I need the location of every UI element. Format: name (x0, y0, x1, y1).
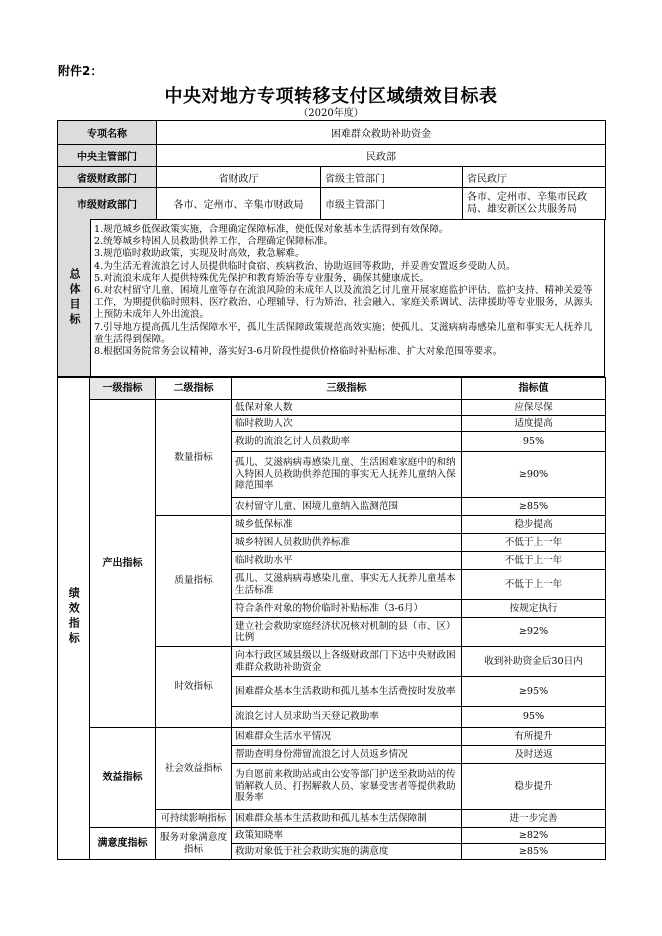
indicator-value: 不低于上一年 (462, 570, 606, 600)
col-level2: 二级指标 (156, 378, 232, 400)
social-benefit-label: 社会效益指标 (156, 728, 232, 810)
table-row: 救助的流浪乞讨人员救助率 (232, 432, 462, 452)
table-row: 困难群众基本生活救助和孤儿基本生活费按时发放率 (232, 677, 462, 707)
indicator-value: 进一步完善 (462, 810, 606, 828)
indicator-value: 应保尽保 (462, 400, 606, 416)
prov-finance-value: 省财政厅 (157, 167, 321, 188)
table-row: 为自愿前来救助站或由公安等部门护送至救助站的传销解救人员、打拐解救人员、家暴受害者等提供救助服务率 (232, 764, 462, 810)
service-satisfaction-label: 服务对象满意度指标 (156, 828, 232, 860)
indicator-value: 稳步提升 (462, 764, 606, 810)
city-dept-value: 各市、定州市、辛集市民政局、雄安新区公共服务局 (463, 188, 606, 220)
prov-dept-label: 省级主管部门 (321, 167, 463, 188)
table-row: 向本行政区域县级以上各级财政部门下达中央财政困难群众救助补助资金 (232, 647, 462, 677)
indicator-value: ≥85% (462, 844, 606, 860)
table-row: 城乡特困人员救助供养标准 (232, 534, 462, 552)
goals-label: 总体目标 (68, 267, 81, 328)
indicator-value: ≥85% (462, 498, 606, 516)
table-row: 帮助查明身份滞留流浪乞讨人员返乡情况 (232, 746, 462, 764)
indicator-value: 有所提升 (462, 728, 606, 746)
table-row: 临时救助人次 (232, 416, 462, 432)
performance-label-cell (58, 378, 90, 860)
table-row: 临时救助水平 (232, 552, 462, 570)
quantity-label: 数量指标 (156, 400, 232, 516)
goal-item: 4.为生活无着流浪乞讨人员提供临时食宿、疾病救治、协助返回等救助，并妥善安置返乡受助人员。 (94, 260, 516, 272)
prov-dept-value: 省民政厅 (463, 167, 606, 188)
indicator-value: ≥95% (462, 677, 606, 707)
city-finance-value: 各市、定州市、辛集市财政局 (157, 188, 321, 220)
indicator-value: ≥92% (462, 618, 606, 647)
city-finance-label: 市级财政部门 (58, 188, 157, 220)
indicator-value: 95% (462, 432, 606, 452)
indicator-value: 按规定执行 (462, 600, 606, 618)
goal-item: 5.对流浪未成年人提供特殊优先保护和教育矫治等专业服务，确保其健康成长。 (94, 272, 430, 284)
table-row: 符合条件对象的物价临时补贴标准（3-6月） (232, 600, 462, 618)
table-row: 孤儿、艾滋病病毒感染儿童、事实无人抚养儿童基本生活标准 (232, 570, 462, 600)
central-dept-value: 民政部 (157, 145, 606, 167)
table-row: 农村留守儿童、困境儿童纳入监测范围 (232, 498, 462, 516)
indicator-value: 95% (462, 707, 606, 728)
indicator-table (57, 377, 606, 860)
indicator-value: ≥82% (462, 828, 606, 844)
overall-goals (57, 219, 605, 377)
page-title: 中央对地方专项转移支付区域绩效目标表 (164, 86, 498, 107)
col-level1: 一级指标 (90, 378, 156, 400)
indicator-value: 不低于上一年 (462, 534, 606, 552)
benefit-label: 效益指标 (90, 728, 156, 828)
sustain-label: 可持续影响指标 (156, 810, 232, 828)
goals-list (94, 224, 600, 358)
table-row: 低保对象人数 (232, 400, 462, 416)
output-label: 产出指标 (90, 400, 156, 728)
city-dept-label: 市级主管部门 (321, 188, 463, 220)
goal-item: 7.引导地方提高孤儿生活保障水平，孤儿生活保障政策规范高效实施；使孤儿、艾滋病病毒感染儿童和事实无人抚养儿童生活得到保障。 (94, 321, 593, 345)
table-row: 城乡低保标准 (232, 516, 462, 534)
quality-label: 质量指标 (156, 516, 232, 647)
col-value: 指标值 (462, 378, 606, 400)
goal-item: 2.统筹城乡特困人员救助供养工作，合理确定保障标准。 (94, 236, 334, 248)
goal-item: 6.对农村留守儿童、困境儿童等存在流浪风险的未成年人以及流浪乞讨儿童开展家庭监护评估、监护支持、精神关爱等工作，为期提供临时照料、医疗救治、心理辅导、行为矫治、社会融入、家庭关系调试、法律援助等专业服务，从源头上预防未成年人外出流浪。 (94, 285, 593, 321)
indicator-value: 不低于上一年 (462, 552, 606, 570)
indicator-value: 及时送返 (462, 746, 606, 764)
timeliness-label: 时效指标 (156, 647, 232, 728)
goals-label-cell (58, 219, 91, 376)
indicator-value: 稳步提高 (462, 516, 606, 534)
table-row: 孤儿、艾滋病病毒感染儿童、生活困难家庭中的和纳入特困人员救助供养范围的事实无人抚养儿童纳入保障范围率 (232, 452, 462, 498)
table-row: 政策知晓率 (232, 828, 462, 844)
table-row: 困难群众生活水平情况 (232, 728, 462, 746)
goal-item: 8.根据国务院常务会议精神，落实好3-6月阶段性提供价格临时补贴标准、扩大对象范围等要求。 (94, 346, 503, 358)
col-level3: 三级指标 (232, 378, 462, 400)
table-row: 建立社会救助家庭经济状况核对机制的县（市、区）比例 (232, 618, 462, 647)
project-value: 困难群众救助补助资金 (157, 121, 606, 145)
performance-label: 绩效指标 (67, 586, 81, 647)
goal-item: 3.规范临时救助政策，实现及时高效，救急解难。 (94, 248, 305, 260)
header-table (57, 120, 606, 220)
table-row: 流浪乞讨人员求助当天登记救助率 (232, 707, 462, 728)
project-label: 专项名称 (58, 121, 157, 145)
attachment-label: 附件2： (58, 64, 103, 78)
indicator-value: 适度提高 (462, 416, 606, 432)
satisfaction-label: 满意度指标 (90, 828, 156, 860)
table-row: 救助对象低于社会救助实施的满意度 (232, 844, 462, 860)
year-subtitle: （2020年度） (298, 108, 364, 119)
goal-item: 1.规范城乡低保政策实施，合理确定保障标准，使低保对象基本生活得到有效保障。 (94, 224, 449, 235)
indicator-value: ≥90% (462, 452, 606, 498)
central-dept-label: 中央主管部门 (58, 145, 157, 167)
table-row: 困难群众基本生活救助和孤儿基本生活保障制 (232, 810, 462, 828)
prov-finance-label: 省级财政部门 (58, 167, 157, 188)
indicator-value: 收到补助资金后30日内 (462, 647, 606, 677)
